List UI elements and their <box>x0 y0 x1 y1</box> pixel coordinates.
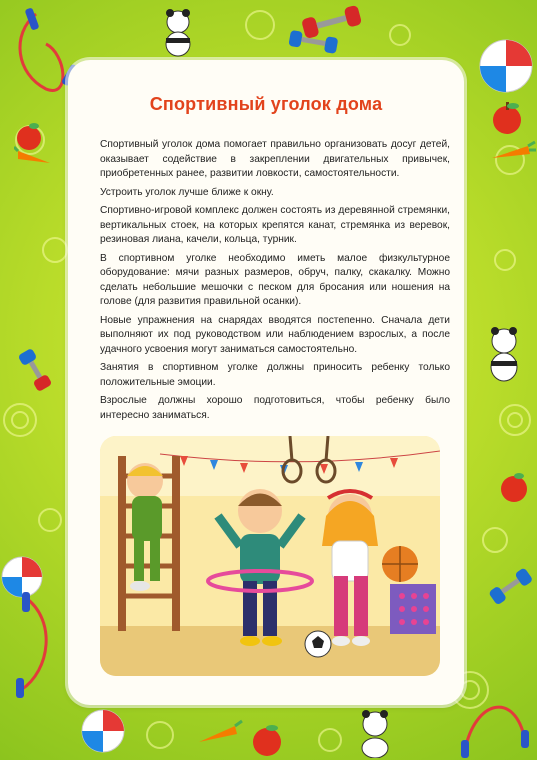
jump-rope-icon <box>6 590 66 700</box>
apple-icon <box>14 120 44 152</box>
paragraph: Устроить уголок лучше ближе к окну. <box>100 186 274 198</box>
soft-cube-icon <box>390 584 436 634</box>
paragraph: Новые упражнения на снарядах вводятся постепенно. Сначала дети выполняют их под руководством или наблюдением взрослых, а после удачного усвоения могут заниматься самостоятельно. <box>100 314 450 355</box>
sports-corner-illustration <box>100 436 440 676</box>
paragraph: Спортивный уголок дома помогает правильно организовать досуг детей, оказывает содействие в закреплении двигательных привычек, приобретенных ранее, развитии ловкости, самостоятельности. <box>100 139 450 179</box>
panda-toy-icon <box>160 8 196 58</box>
dumbbell-icon <box>10 340 60 400</box>
beach-ball-icon <box>478 38 534 94</box>
paragraph: В спортивном уголке необходимо иметь малое физкультурное оборудование: мячи разных размеров, обруч, палку, скакалку. Можно сделать небольшие мешочки с песком для бросания или ношения на голове (для развития правильной осанки). <box>100 252 450 307</box>
carrot-icon <box>195 718 243 748</box>
carrot-icon <box>488 140 536 170</box>
dumbbell-icon <box>285 0 395 60</box>
apple-icon <box>498 470 530 504</box>
article-body <box>100 138 450 427</box>
paragraph: Занятия в спортивном уголке должны приносить ребенку только положительные эмоции. <box>100 362 450 388</box>
paragraph: Спортивно-игровой комплекс должен состоять из деревянной стремянки, вертикальных стоек, на которых крепятся канат, стремянка из веревок, резиновая лиана, качели, кольца, турник. <box>100 205 450 245</box>
apple-icon <box>250 722 284 758</box>
page-title: Спортивный уголок дома <box>149 94 383 114</box>
paragraph: Взрослые должны хорошо подготовиться, чтобы ребенку было интересно заниматься. <box>100 395 450 421</box>
jump-rope-icon <box>455 660 535 760</box>
soccer-ball-icon <box>305 631 331 657</box>
dumbbell-icon <box>486 560 536 610</box>
panda-toy-icon <box>484 325 524 385</box>
panda-toy-icon <box>355 708 395 758</box>
beach-ball-icon <box>80 708 126 754</box>
content-card <box>68 60 464 705</box>
apple-icon <box>490 100 524 136</box>
basketball-icon <box>382 546 418 582</box>
